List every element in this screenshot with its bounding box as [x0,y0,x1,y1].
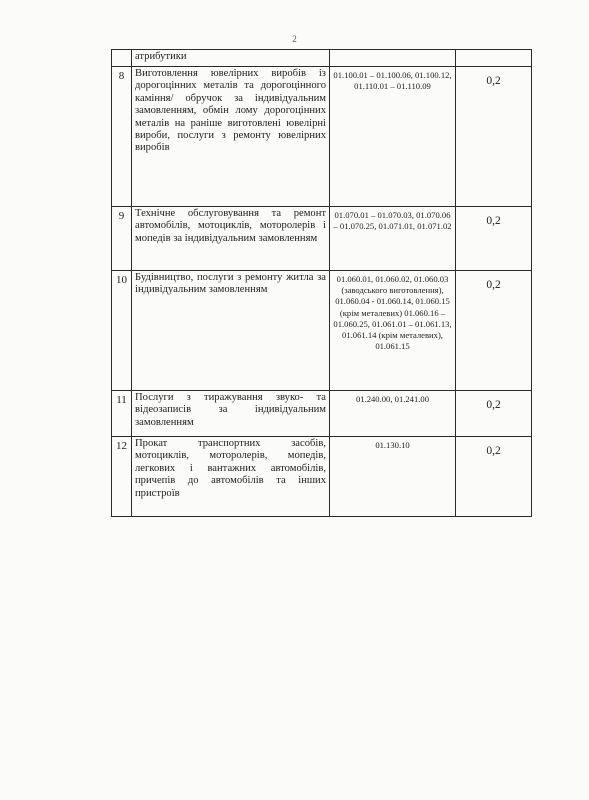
row-number: 9 [112,207,132,271]
row-codes: 01.070.01 – 01.070.03, 01.070.06 – 01.070.25, 01.071.01, 01.071.02 [330,207,456,271]
row-number [112,50,132,67]
page-number: 2 [292,34,297,44]
table-row [112,207,532,271]
row-rate: 0,2 [456,437,532,517]
table-row [112,437,532,517]
row-description: Прокат транспортних засобів, мотоциклів, моторолерів, мопедів, легкових і вантажних автомобілів, причепів до автомобілів та інших пристроїв [132,437,330,517]
row-rate: 0,2 [456,67,532,207]
row-codes [330,50,456,67]
row-codes: 01.240.00, 01.241.00 [330,391,456,437]
row-rate: 0,2 [456,271,532,391]
table-row [112,391,532,437]
row-description: Послуги з тиражування звуко- та відеозаписів за індивідуальним замовленням [132,391,330,437]
row-codes: 01.130.10 [330,437,456,517]
table-row [112,50,532,67]
row-rate: 0,2 [456,391,532,437]
row-description: Технічне обслуговування та ремонт автомобілів, мотоциклів, моторолерів і мопедів за індивідуальним замовленням [132,207,330,271]
row-rate [456,50,532,67]
table-row [112,67,532,207]
services-table [111,49,532,517]
row-description: атрибутики [132,50,330,67]
row-number: 8 [112,67,132,207]
table-row [112,271,532,391]
row-number: 10 [112,271,132,391]
row-number: 12 [112,437,132,517]
row-description: Виготовлення ювелірних виробів із дорогоцінних металів та дорогоцінного каміння/ обручок за індивідуальним замовленням, обмін лому дорогоцінних металів на раніше виготовлені ювелірні вироби, послуги з ремонту ювелірних виробів [132,67,330,207]
row-description: Будівництво, послуги з ремонту житла за індивідуальним замовленням [132,271,330,391]
row-rate: 0,2 [456,207,532,271]
row-codes: 01.100.01 – 01.100.06, 01.100.12, 01.110.01 – 01.110.09 [330,67,456,207]
row-number: 11 [112,391,132,437]
row-codes: 01.060.01, 01.060.02, 01.060.03 (заводського виготовлення), 01.060.04 - 01.060.14, 01.060.15 (крім металевих) 01.060.16 – 01.060.25, 01.061.01 – 01.061.13, 01.061.14 (крім металевих), 01.061.15 [330,271,456,391]
